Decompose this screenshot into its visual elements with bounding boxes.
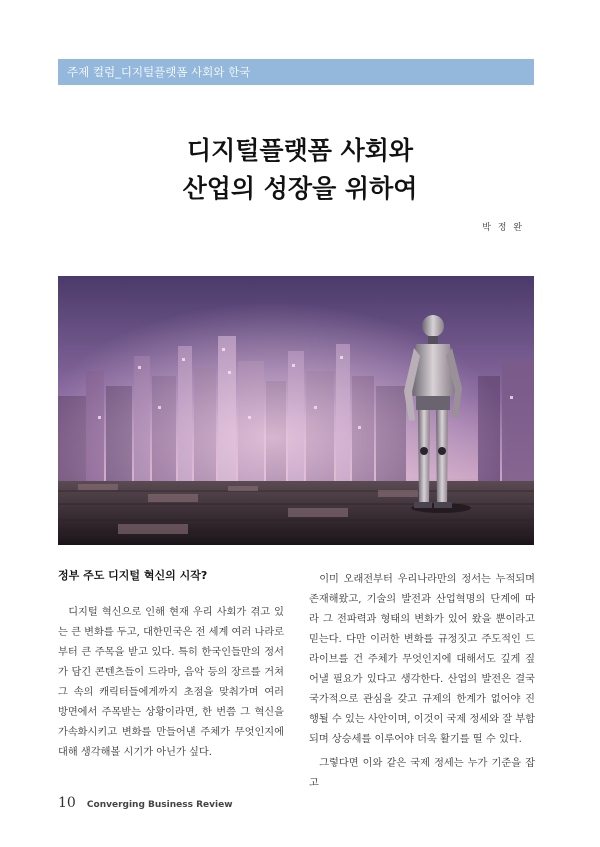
body-paragraph: 이미 오래전부터 우리나라만의 정서는 누적되며 존재해왔고, 기술의 발전과 산업혁명의 단계에 따라 그 전파력과 형태의 변화가 있어 왔을 뿐이라고 믿는다. 다만 이러한 변화를 규정짓고 주도적인 드라이브를 건 주체가 무엇인지에 대해서도 깊게 짚어낼 필요가 있다고 생각한다. 산업의 발전은 결국 국가적으로 관심을 갖고 규제의 한계가 없어야 진행될 수 있는 사안이며, 이것이 국제 정세와 잘 부합되며 상승세를 이루어야 더욱 활기를 띨 수 있다. [309, 574, 535, 745]
body-paragraph: 그렇다면 이와 같은 국제 정세는 누가 기준을 잡고 [309, 758, 535, 789]
section-label-bar [58, 59, 534, 85]
article-title-line-2: 산업의 성장을 위하여 [182, 174, 418, 203]
article-title [0, 132, 600, 208]
journal-name: Converging Business Review [86, 800, 233, 810]
author-name: 박 정 완 [482, 223, 524, 233]
page-footer [58, 792, 233, 811]
left-column [58, 568, 284, 767]
section-label: 주제 컬럼_디지털플랫폼 사회와 한국 [67, 65, 251, 79]
article-title-line-1: 디지털플랫폼 사회와 [186, 136, 414, 165]
page-number: 10 [58, 795, 76, 811]
right-column [309, 570, 535, 798]
robot-overlooking-city-image [58, 276, 534, 545]
hero-image [58, 276, 534, 545]
section-heading: 정부 주도 디지털 혁신의 시작? [58, 569, 208, 582]
body-paragraph: 디지털 혁신으로 인해 현재 우리 사회가 겪고 있는 큰 변화를 두고, 대한민국은 전 세계 여러 나라로부터 큰 주목을 받고 있다. 특히 한국인들만의 정서가 담긴 콘텐츠들이 드라마, 음악 등의 장르를 거쳐 그 속의 캐릭터들에게까지 초점을 맞춰가며 여러 방면에서 주목받는 상황이라면, 한 번쯤 그 혁신을 가속화시키고 변화를 만들어낸 주체가 무엇인지에 대해 생각해볼 시기가 아닌가 싶다. [58, 607, 284, 758]
